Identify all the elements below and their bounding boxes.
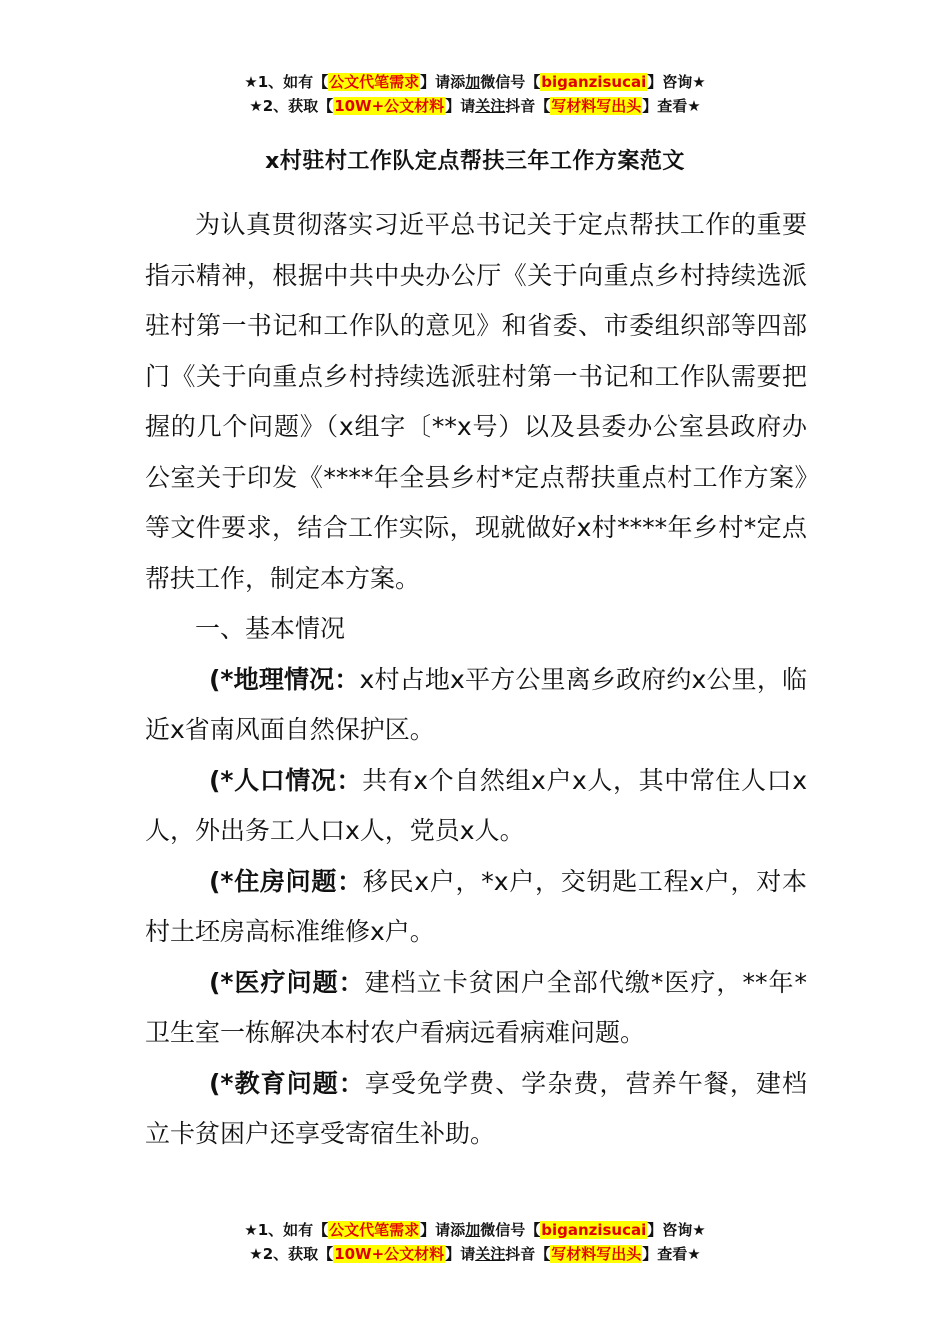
info-item-housing xyxy=(145,857,807,958)
banner-text: 抖音【 xyxy=(505,97,551,115)
info-item-geography xyxy=(145,655,807,756)
banner-text: 】请 xyxy=(445,1245,476,1263)
banner-text: 】咨询★ xyxy=(647,73,706,91)
banner-underlined-text: 加 xyxy=(465,1221,481,1239)
banner-highlight: 10W+公文材料 xyxy=(334,97,445,115)
item-label: (*地理情况： xyxy=(209,664,360,694)
info-item-population xyxy=(145,756,807,857)
banner-highlight: biganzisucai xyxy=(541,1221,647,1239)
banner-underlined-text: 关注 xyxy=(475,97,506,115)
item-text: 移民x户，*x户，交钥匙工程x户，对本村土坯房高标准维修x户。 xyxy=(145,866,808,946)
intro-paragraph: 为认真贯彻落实习近平总书记关于定点帮扶工作的重要指示精神，根据中共中央办公厅《关于向重点乡村持续选派驻村第一书记和工作队的意见》和省委、市委组织部等四部门《关于向重点乡村持续选派驻村第一书记和工作队需要把握的几个问题》（x组字〔**x号）以及县委办公室县政府办公室关于印发《****年全县乡村*定点帮扶重点村工作方案》等文件要求，结合工作实际，现就做好x村****年乡村*定点帮扶工作，制定本方案。 xyxy=(145,210,807,593)
item-label: (*医疗问题： xyxy=(209,967,365,997)
banner-line-2 xyxy=(0,94,950,118)
banner-text: ★2、获取【 xyxy=(249,1245,334,1263)
banner-underlined-text: 关注 xyxy=(475,1245,506,1263)
section-heading: 一、基本情况 xyxy=(195,614,346,643)
info-item-education xyxy=(145,1059,807,1160)
banner-text: ★1、如有【 xyxy=(244,73,329,91)
item-label: (*住房问题： xyxy=(209,866,363,896)
item-text: 共有x个自然组x户x人，其中常住人口x人，外出务工人口x人，党员x人。 xyxy=(145,765,807,845)
banner-text: 】请 xyxy=(445,97,476,115)
item-text: 享受免学费、学杂费，营养午餐，建档立卡贫困户还享受寄宿生补助。 xyxy=(145,1068,807,1148)
item-text: x村占地x平方公里离乡政府约x公里，临近x省南风面自然保护区。 xyxy=(145,664,807,744)
banner-text: 微信号【 xyxy=(480,73,541,91)
banner-highlight: 公文代笔需求 xyxy=(329,1221,420,1239)
banner-line-1 xyxy=(0,70,950,94)
banner-text: 】查看★ xyxy=(642,1245,701,1263)
banner-line-2 xyxy=(0,1242,950,1266)
document-title: x村驻村工作队定点帮扶三年工作方案范文 xyxy=(265,149,685,174)
banner-text: 】请添 xyxy=(420,1221,466,1239)
banner-text: 】查看★ xyxy=(642,97,701,115)
item-text: 建档立卡贫困户全部代缴*医疗，**年*卫生室一栋解决本村农户看病远看病难问题。 xyxy=(145,967,808,1047)
info-item-medical xyxy=(145,958,807,1059)
banner-highlight: 写材料写出头 xyxy=(551,97,642,115)
banner-highlight: 写材料写出头 xyxy=(551,1245,642,1263)
top-banner xyxy=(0,70,950,118)
banner-highlight: 10W+公文材料 xyxy=(334,1245,445,1263)
banner-line-1 xyxy=(0,1218,950,1242)
banner-highlight: 公文代笔需求 xyxy=(329,73,420,91)
banner-underlined-text: 加 xyxy=(465,73,481,91)
item-label: (*人口情况： xyxy=(209,765,363,795)
banner-text: 抖音【 xyxy=(505,1245,551,1263)
document-body xyxy=(145,200,807,1160)
banner-text: 】请添 xyxy=(420,73,466,91)
banner-text: 】咨询★ xyxy=(647,1221,706,1239)
banner-text: ★1、如有【 xyxy=(244,1221,329,1239)
banner-text: ★2、获取【 xyxy=(249,97,334,115)
banner-text: 微信号【 xyxy=(480,1221,541,1239)
banner-highlight: biganzisucai xyxy=(541,73,647,91)
bottom-banner xyxy=(0,1218,950,1266)
item-label: (*教育问题： xyxy=(209,1068,365,1098)
